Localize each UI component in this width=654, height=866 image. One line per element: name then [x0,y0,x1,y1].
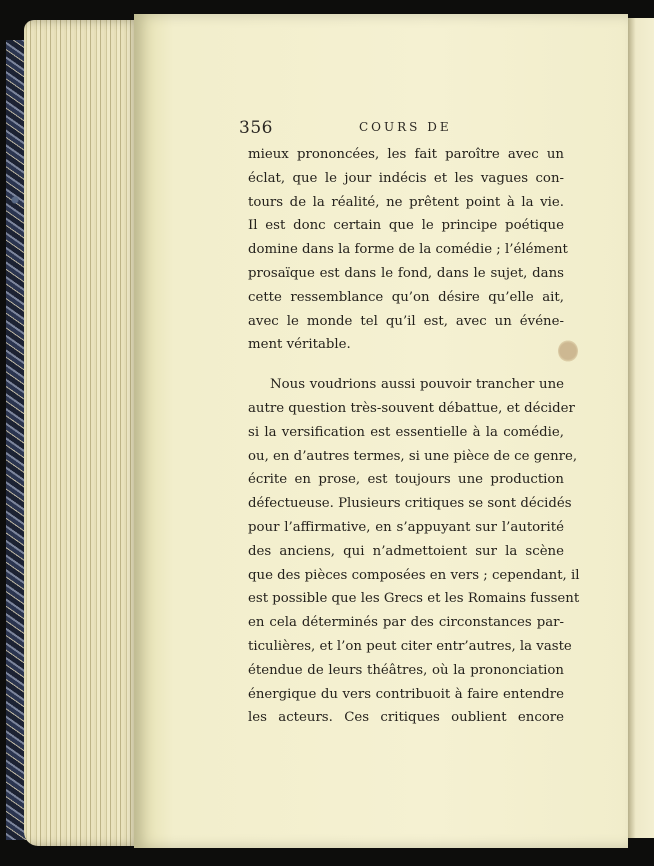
text-line: avec le monde tel qu’il est, avec un événe- [248,313,564,329]
page-block-edges [24,20,140,846]
running-head [239,118,569,138]
paragraph-gap [248,357,564,373]
page-number: 356 [239,118,273,138]
text-line: que des pièces composées en vers ; cependant, il [248,567,580,583]
text-line: est possible que les Grecs et les Romains fussent [248,591,580,607]
text-line: prosaïque est dans le fond, dans le sujet, dans [248,265,564,281]
text-line: mieux prononcées, les fait paroître avec un [248,147,564,162]
text-line: énergique du vers contribuoit à faire entendre [248,686,564,702]
text-line: cette ressemblance qu’on désire qu’elle ait, [248,289,564,305]
paragraph-2 [248,373,580,730]
text-line: éclat, que le jour indécis et les vagues con- [248,170,564,186]
paragraph-1 [248,143,568,357]
running-head-title: COURS DE [359,120,452,134]
facing-page-edge [628,18,654,838]
text-line: ticulières, et l’on peut citer entr’autres, la vaste [248,638,572,654]
text-line: Nous voudrions aussi pouvoir trancher une [270,377,564,393]
text-line: tours de la réalité, ne prêtent point à la vie. [248,194,564,210]
text-line: domine dans la forme de la comédie ; l’élément [248,242,568,258]
text-line: étendue de leurs théâtres, où la prononciation [248,662,564,678]
text-line: défectueuse. Plusieurs critiques se sont décidés [248,496,572,512]
text-line: si la versification est essentielle à la comédie, [248,424,564,440]
text-line: en cela déterminés par des circonstances par- [248,615,564,631]
text-line: autre question très-souvent débattue, et décider [248,400,575,416]
text-line: les acteurs. Ces critiques oublient encore [248,710,564,726]
text-line: écrite en prose, est toujours une production [248,472,564,488]
text-line: ou, en d’autres termes, si une pièce de ce genre, [248,448,578,464]
text-line: des anciens, qui n’admettoient sur la scène [248,543,564,559]
text-line: Il est donc certain que le principe poétique [248,218,564,234]
text-line: pour l’affirmative, en s’appuyant sur l’autorité [248,519,564,535]
text-line: ment véritable. [248,337,351,353]
body-text [248,143,580,730]
